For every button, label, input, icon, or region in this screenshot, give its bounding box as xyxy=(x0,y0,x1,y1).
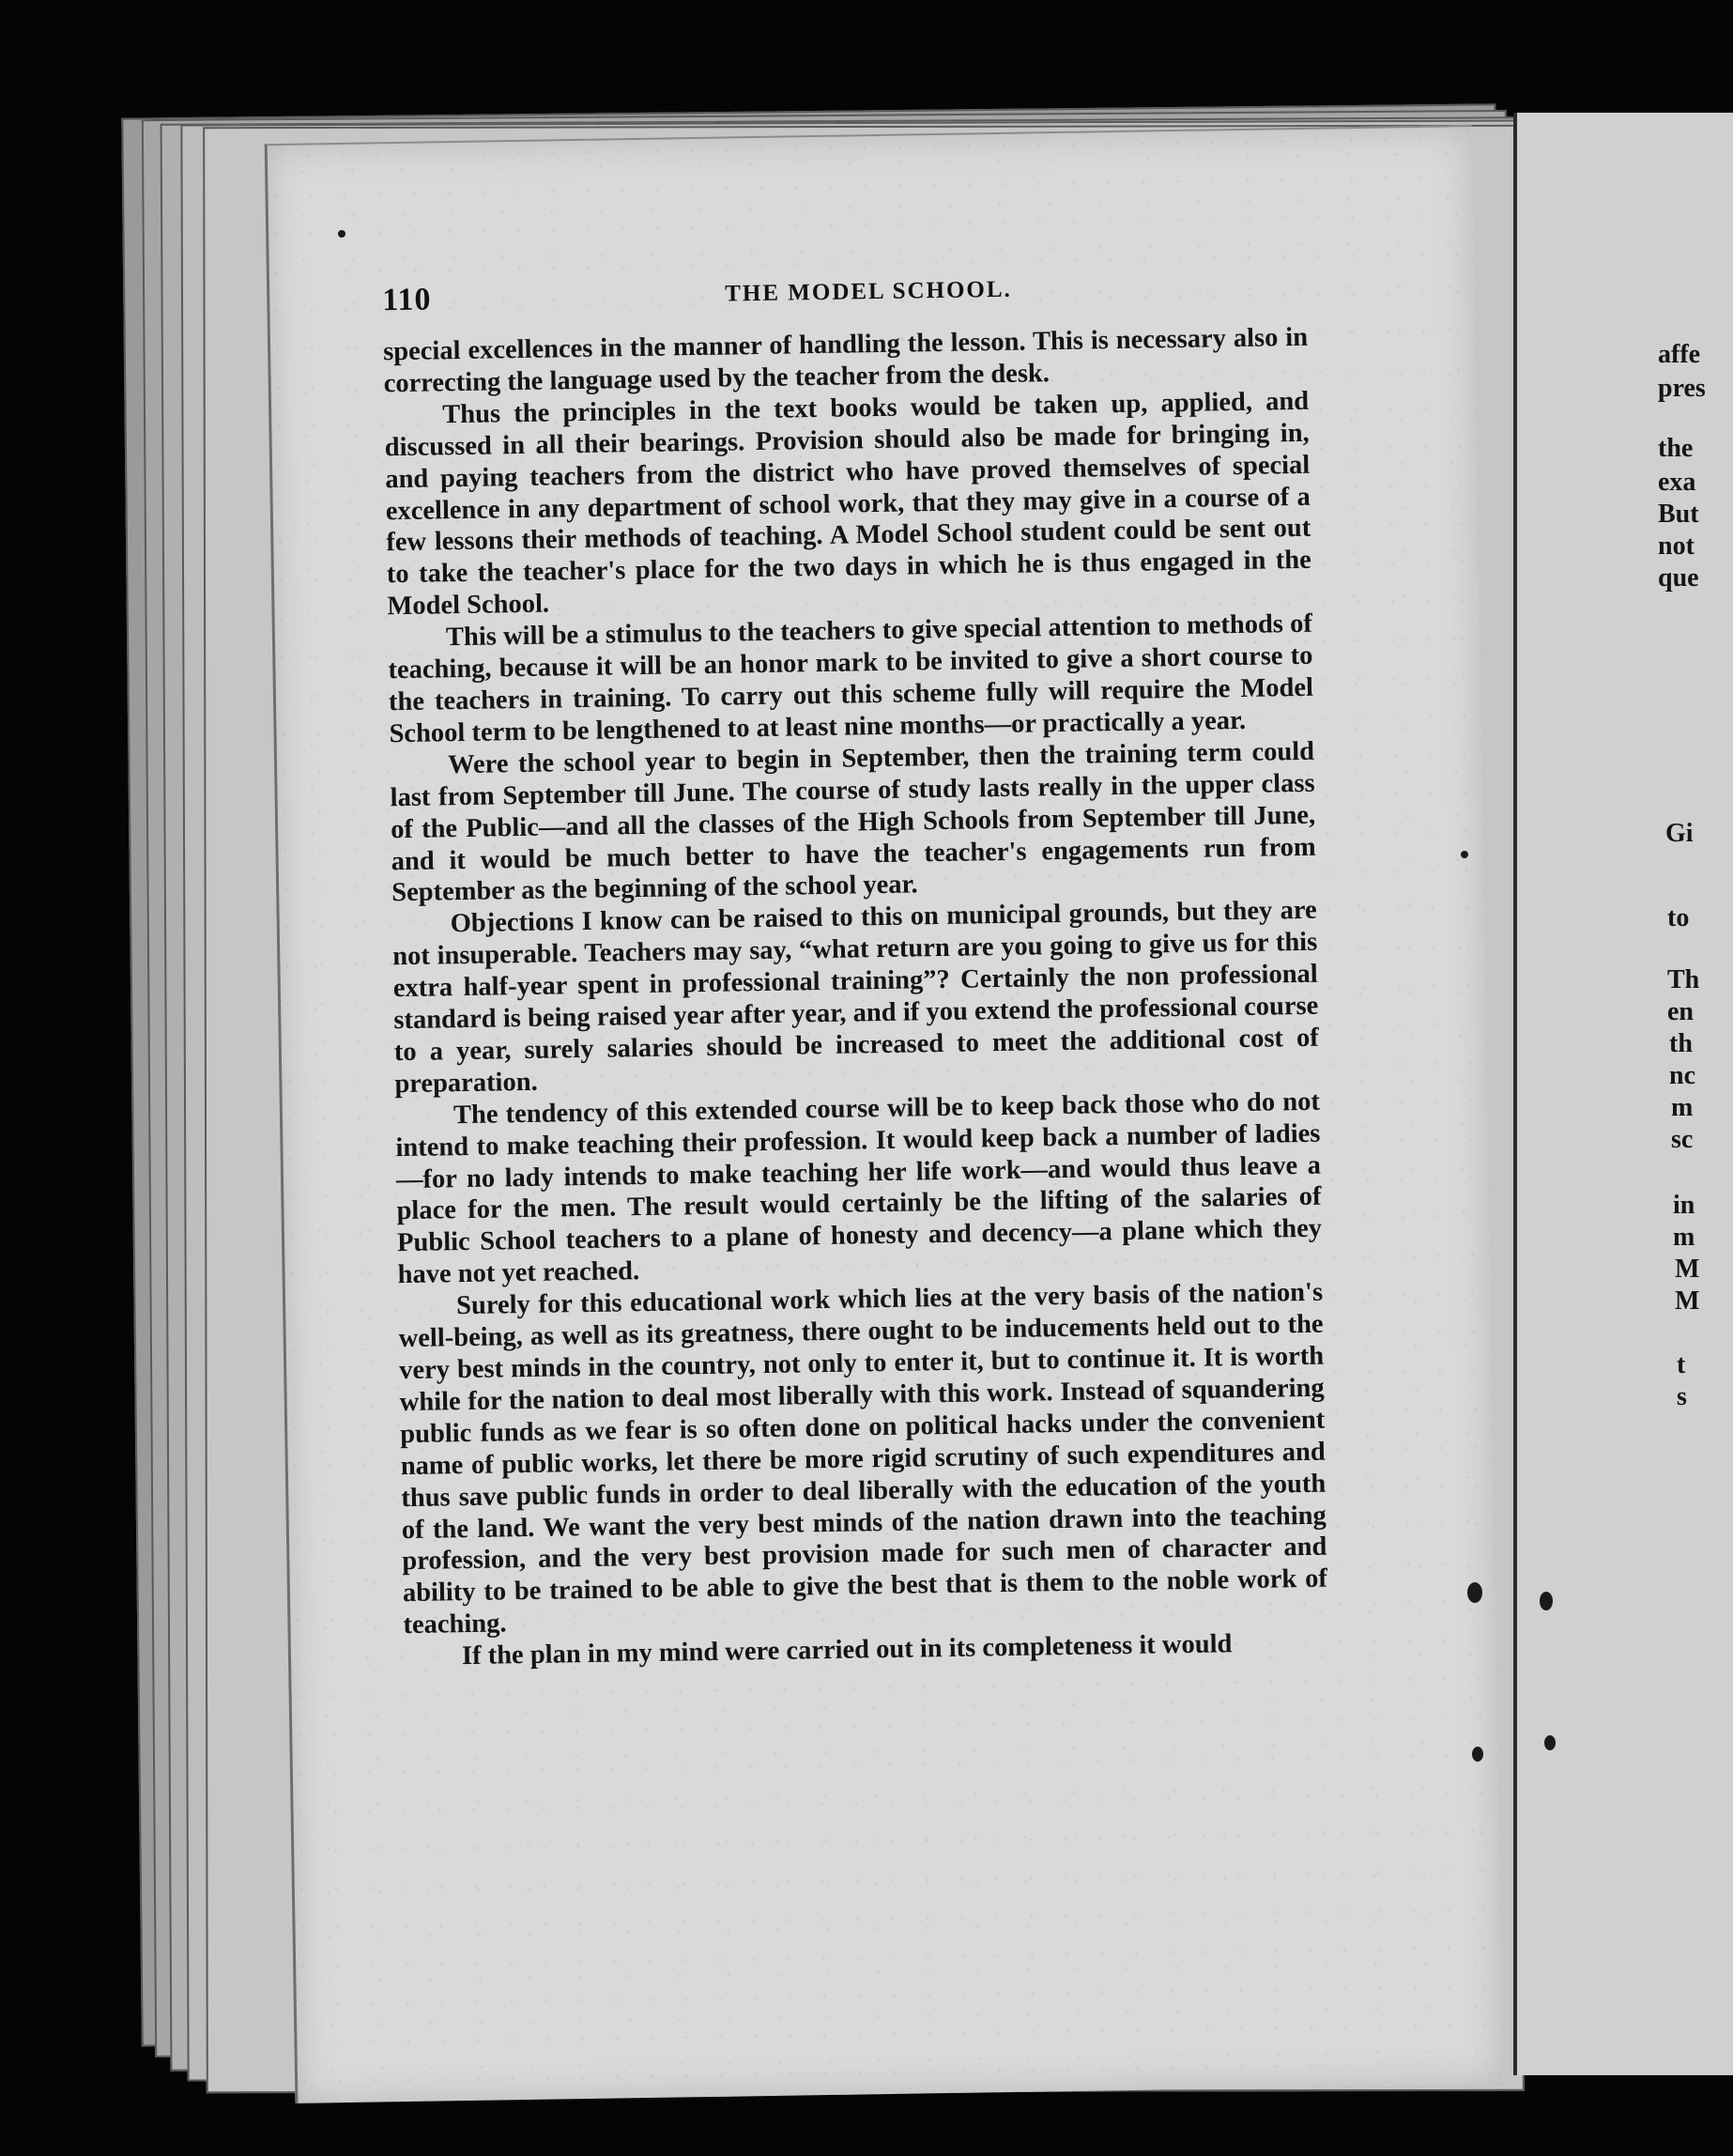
paragraph: special excellences in the manner of handling the lesson. This is necessary also in correcting the language used by the teacher from the desk. xyxy=(382,322,1309,399)
facing-page-fragment: M xyxy=(1675,1255,1700,1284)
running-head: THE MODEL SCHOOL. xyxy=(725,276,1013,307)
binding-hole xyxy=(1472,1747,1483,1762)
facing-page-fragment: th xyxy=(1669,1029,1693,1058)
paragraph: Thus the principles in the text books would be taken up, applied, and discussed in all their bearings. Provision should also be made for bringing in, and paying teachers from the district who have proved themselves of special excellence in any department of school work, that they may give in a course of a few lessons their methods of teaching. A Model School student could be sent out to take the teacher's place for the two days in which he is thus engaged in the Model School. xyxy=(384,386,1312,622)
paragraph: Objections I know can be raised to this on municipal grounds, but they are not insuperable. Teachers may say, “what return are you going to give us for this extra half-year spent in professional training”? Certainly the non professional standard is being raised year after year, and if you extend the professional course to a year, surely salaries should be increased to meet the additional cost of preparation. xyxy=(392,896,1320,1100)
facing-page-fragment: the xyxy=(1658,434,1694,463)
paragraph: Were the school year to begin in September, then the training term could last from September till June. The course of study lasts really in the upper class of the Public—and all the classes of the High Schools from September till June, and it would be much better to have the teacher's engagements run from September as the beginning of the school year. xyxy=(390,736,1316,908)
paragraph: If the plan in my mind were carried out in its completeness it would xyxy=(461,1629,1233,1671)
paragraph: This will be a stimulus to the teachers to give special attention to methods of teaching, because it will be an honor mark to be invited to give a short course to the teachers in training. To carry out this scheme fully will require the Model School term to be lengthened to at least nine months—or practically a year. xyxy=(388,608,1314,749)
facing-page-fragment: exa xyxy=(1658,468,1696,497)
facing-page-fragment: to xyxy=(1667,903,1690,932)
facing-page-fragment: sc xyxy=(1671,1125,1694,1154)
facing-page-fragment: Th xyxy=(1667,965,1700,994)
paragraph: The tendency of this extended course will be to keep back those who do not intend to make teaching their profession. It would keep back a number of ladies—for no lady intends to make teaching her life work—and would thus leave a place for the men. The result would certainly be the lifting of the salaries of Public School teachers to a plane of honesty and decency—a plane which they have not yet reached. xyxy=(395,1086,1323,1290)
facing-page-fragment: que xyxy=(1658,563,1699,593)
facing-page-fragment: in xyxy=(1673,1191,1695,1220)
facing-page xyxy=(1513,113,1733,2075)
body-text xyxy=(383,322,1328,1673)
facing-page-fragment: nc xyxy=(1669,1061,1695,1090)
facing-page-fragment: Gi xyxy=(1665,819,1694,848)
ink-speck xyxy=(1461,851,1468,858)
page-number: 110 xyxy=(382,282,432,318)
facing-page-fragment: But xyxy=(1658,500,1699,529)
page-header xyxy=(382,269,1322,321)
binding-hole xyxy=(1467,1582,1482,1603)
facing-page-fragment: m xyxy=(1671,1093,1694,1122)
paragraph: Surely for this educational work which lies at the very basis of the nation's well-being, as well as its greatness, there ought to be inducements held out to the very best minds in the country, not only to enter it, but to continue it. It is worth while for the nation to deal most liberally with this work. Instead of squandering public funds as we fear is so often done on political hacks under the convenient name of public works, let there be more rigid scrutiny of such expenditures and thus save public funds in order to deal liberally with the education of the youth of the land. We want the very best minds of the nation drawn into the teaching profession, and the very best provision made for such men of character and ability to be trained to be able to give the best that is them to the noble work of teaching. xyxy=(398,1277,1328,1640)
ink-speck xyxy=(338,230,345,238)
facing-page-fragment: pres xyxy=(1658,374,1706,403)
facing-page-fragment: t xyxy=(1677,1350,1686,1379)
binding-hole xyxy=(1540,1592,1553,1610)
facing-page-fragment: en xyxy=(1667,997,1694,1026)
facing-page-fragment: not xyxy=(1658,531,1695,561)
facing-page-fragment: M xyxy=(1675,1286,1700,1316)
facing-page-fragment: m xyxy=(1673,1223,1695,1252)
book-page xyxy=(265,125,1503,2103)
facing-page-fragment: affe xyxy=(1658,340,1701,369)
facing-page-fragment: s xyxy=(1677,1382,1687,1411)
binding-hole xyxy=(1544,1735,1556,1750)
